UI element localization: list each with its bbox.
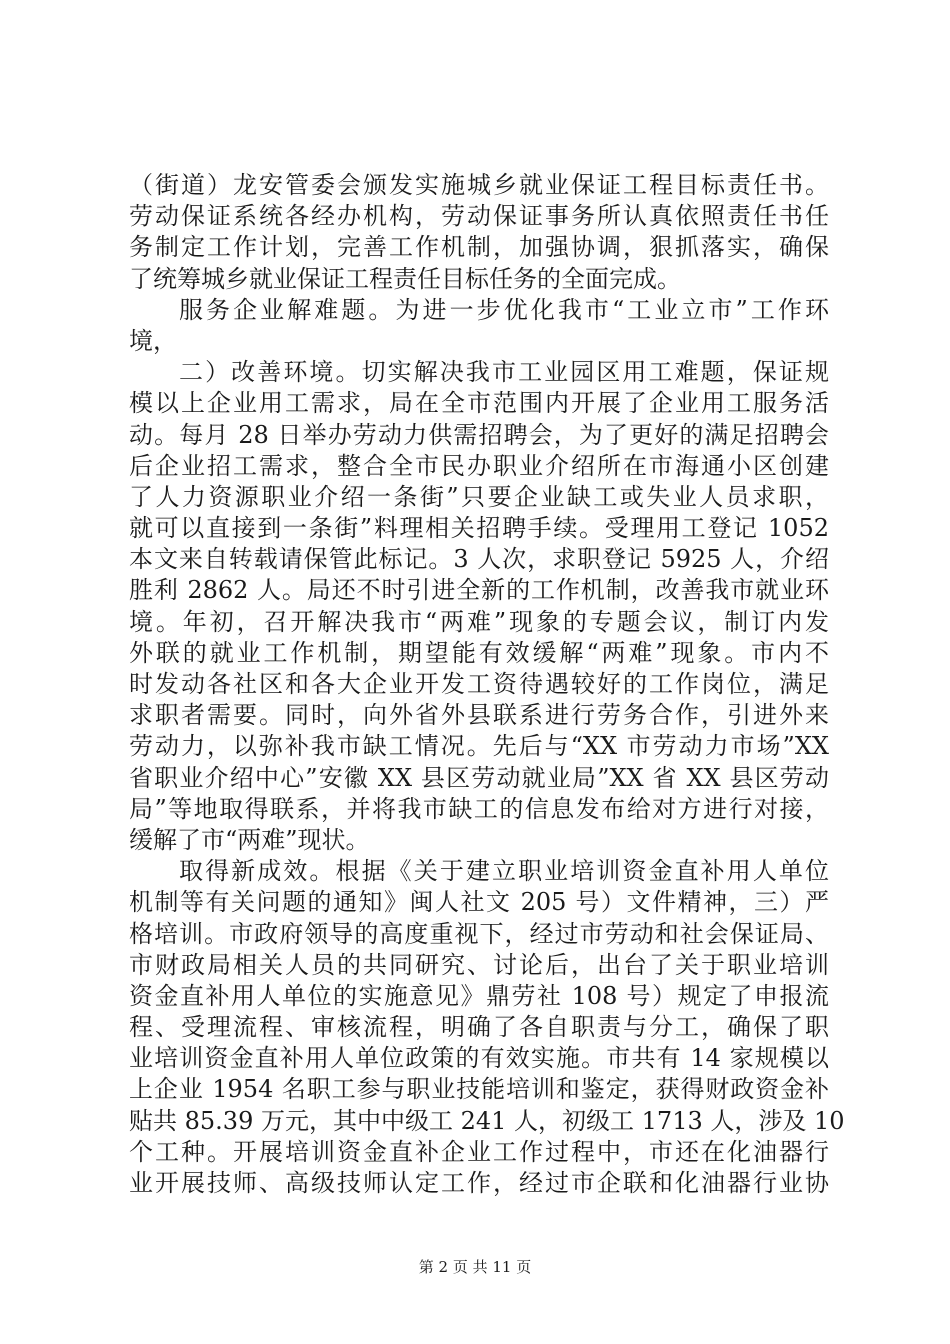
text-line: 缓解了市“两难”现状。: [129, 825, 370, 854]
text-line: 动。每月 28 日举办劳动力供需招聘会，为了更好的满足招聘会: [129, 420, 829, 449]
text-line: 二）改善环境。切实解决我市工业园区用工难题，保证规: [179, 358, 829, 387]
text-line: 就可以直接到一条街”料理相关招聘手续。受理用工登记 1052: [129, 514, 829, 543]
body-text: [129, 170, 845, 1199]
text-line: 后企业招工需求，整合全市民办职业介绍所在市海通小区创建: [129, 451, 829, 480]
text-line: 本文来自转载请保管此标记。3 人次，求职登记 5925 人，介绍: [129, 545, 829, 574]
text-line: 求职者需要。同时，向外省外县联系进行劳务合作，引进外来: [129, 701, 829, 730]
text-line: 了统筹城乡就业保证工程责任目标任务的全面完成。: [129, 264, 681, 293]
text-line: 上企业 1954 名职工参与职业技能培训和鉴定，获得财政资金补: [129, 1075, 829, 1104]
text-line: （街道）龙安管委会颁发实施城乡就业保证工程目标责任书。: [129, 171, 829, 199]
page-footer: 第 2 页 共 11 页: [418, 1258, 532, 1276]
text-line: 服务企业解难题。为进一步优化我市“工业立市”工作环: [179, 295, 829, 324]
text-line: 外联的就业工作机制，期望能有效缓解“两难”现象。市内不: [129, 638, 829, 667]
text-line: 格培训。市政府领导的高度重视下，经过市劳动和社会保证局、: [129, 919, 829, 948]
text-line: 省职业介绍中心”安徽 XX 县区劳动就业局”XX 省 XX 县区劳动: [129, 763, 829, 792]
text-line: 了人力资源职业介绍一条街”只要企业缺工或失业人员求职，: [129, 482, 829, 511]
text-line: 贴共 85.39 万元，其中中级工 241 人，初级工 1713 人，涉及 10: [129, 1106, 845, 1135]
text-line: 业开展技师、高级技师认定工作，经过市企联和化油器行业协: [129, 1169, 829, 1197]
text-line: 时发动各社区和各大企业开发工资待遇较好的工作岗位，满足: [129, 670, 829, 698]
text-line: 胜利 2862 人。局还不时引进全新的工作机制，改善我市就业环: [129, 576, 829, 605]
text-line: 务制定工作计划，完善工作机制，加强协调，狠抓落实，确保: [129, 233, 829, 262]
text-line: 局”等地取得联系，并将我市缺工的信息发布给对方进行对接，: [129, 794, 829, 823]
text-line: 境。年初，召开解决我市“两难”现象的专题会议，制订内发: [129, 607, 829, 636]
text-line: 个工种。开展培训资金直补企业工作过程中，市还在化油器行: [129, 1137, 829, 1166]
text-line: 劳动保证系统各经办机构，劳动保证事务所认真依照责任书任: [129, 202, 829, 231]
text-line: 模以上企业用工需求，局在全市范围内开展了企业用工服务活: [129, 389, 829, 418]
text-line: 业培训资金直补用人单位政策的有效实施。市共有 14 家规模以: [129, 1044, 829, 1073]
text-line: 市财政局相关人员的共同研究、讨论后，出台了关于职业培训: [129, 950, 829, 979]
text-line: 资金直补用人单位的实施意见》鼎劳社 108 号）规定了申报流: [129, 981, 829, 1010]
text-line: 程、受理流程、审核流程，明确了各自职责与分工，确保了职: [129, 1013, 829, 1042]
text-line: 境，: [129, 326, 177, 355]
text-line: 机制等有关问题的通知》闽人社文 205 号）文件精神，三）严: [129, 888, 829, 917]
text-line: 取得新成效。根据《关于建立职业培训资金直补用人单位: [179, 857, 829, 886]
text-line: 劳动力，以弥补我市缺工情况。先后与“XX 市劳动力市场”XX: [129, 732, 829, 761]
